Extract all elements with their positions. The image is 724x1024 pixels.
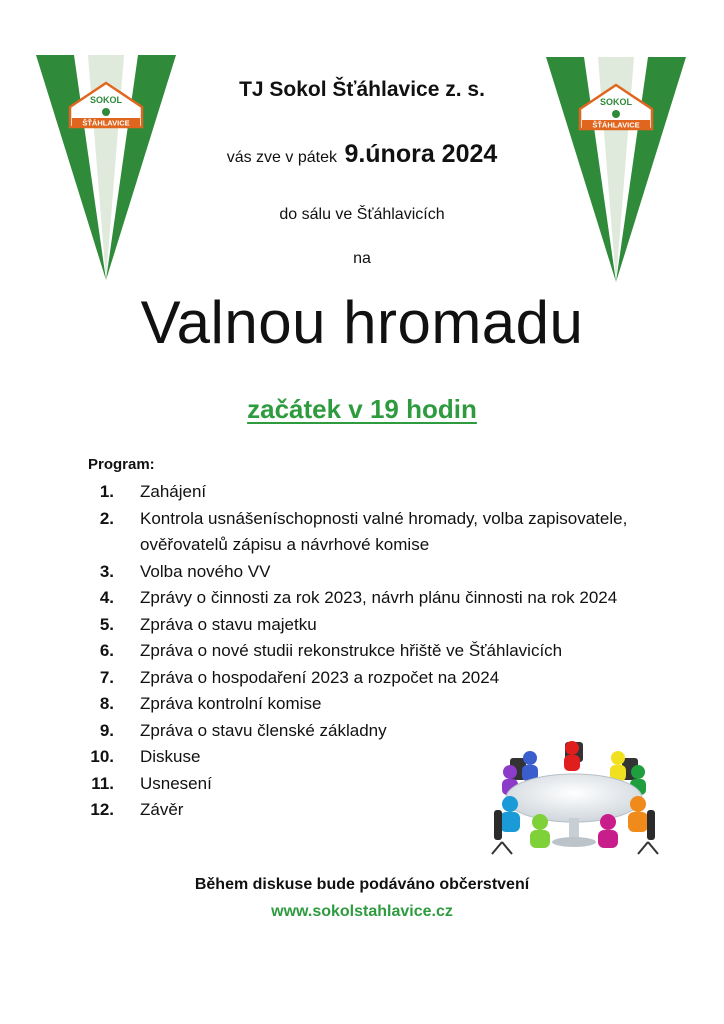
- item-number: 1.: [99, 482, 114, 501]
- item-number: 12.: [90, 800, 114, 819]
- item-number: 6.: [99, 641, 114, 660]
- item-text: Zpráva o stavu majetku: [140, 614, 317, 634]
- svg-text:ŠŤÁHLAVICE: ŠŤÁHLAVICE: [82, 118, 130, 128]
- item-text: Zpráva o stavu členské základny: [140, 720, 387, 740]
- svg-text:SOKOL: SOKOL: [89, 95, 123, 105]
- item-text: Diskuse: [140, 747, 201, 766]
- item-number: 10.: [90, 747, 114, 766]
- item-text: Zpráva kontrolní komise: [140, 694, 322, 713]
- list-item: [80, 506, 680, 559]
- list-item: [80, 559, 680, 586]
- item-text: Zprávy o činnosti za rok 2023, návrh plánu činnosti na rok 2024: [140, 588, 618, 607]
- page-title: Valnou hromadu: [140, 289, 584, 356]
- invitation-line: [0, 140, 724, 169]
- list-item: [80, 638, 680, 665]
- connector-text: na: [353, 250, 371, 267]
- meeting-illustration: [472, 730, 677, 862]
- item-text: Zpráva o nové studii rekonstrukce hřiště ve Šťáhlavicích: [140, 641, 563, 660]
- event-date: 9.února 2024: [344, 140, 498, 168]
- refreshments-note: Během diskuse bude podáváno občerstvení: [194, 876, 530, 893]
- item-text: Usnesení: [140, 773, 212, 793]
- venue-text: do sálu ve Šťáhlavicích: [279, 206, 445, 223]
- item-number: 11.: [91, 773, 114, 793]
- invitation-text: vás zve v pátek: [226, 149, 337, 166]
- website-link[interactable]: www.sokolstahlavice.cz: [271, 903, 453, 920]
- list-item: [80, 691, 680, 718]
- item-number: 7.: [99, 667, 114, 687]
- item-text: Zahájení: [140, 482, 207, 501]
- list-item: [80, 479, 680, 506]
- item-number: 2.: [99, 508, 114, 528]
- start-time: začátek v 19 hodin: [247, 394, 477, 424]
- list-item: [80, 585, 680, 612]
- list-item: [80, 612, 680, 639]
- item-number: 4.: [99, 588, 114, 607]
- item-text: Zpráva o hospodaření 2023 a rozpočet na 2024: [140, 667, 500, 687]
- item-number: 5.: [99, 614, 114, 634]
- program-label: Program:: [88, 456, 155, 473]
- item-number: 3.: [99, 561, 114, 581]
- item-text: Volba nového VV: [140, 561, 271, 581]
- item-number: 9.: [99, 720, 114, 740]
- organization-name: TJ Sokol Šťáhlavice z. s.: [239, 78, 485, 101]
- list-item: [80, 665, 680, 692]
- svg-text:ŠŤÁHLAVICE: ŠŤÁHLAVICE: [592, 120, 640, 130]
- svg-text:SOKOL: SOKOL: [599, 97, 633, 107]
- item-text: Kontrola usnášeníschopnosti valné hromady, volba zapisovatele, ověřovatelů zápisu a návrhové komise: [140, 508, 628, 554]
- item-number: 8.: [99, 694, 114, 713]
- item-text: Závěr: [140, 800, 184, 819]
